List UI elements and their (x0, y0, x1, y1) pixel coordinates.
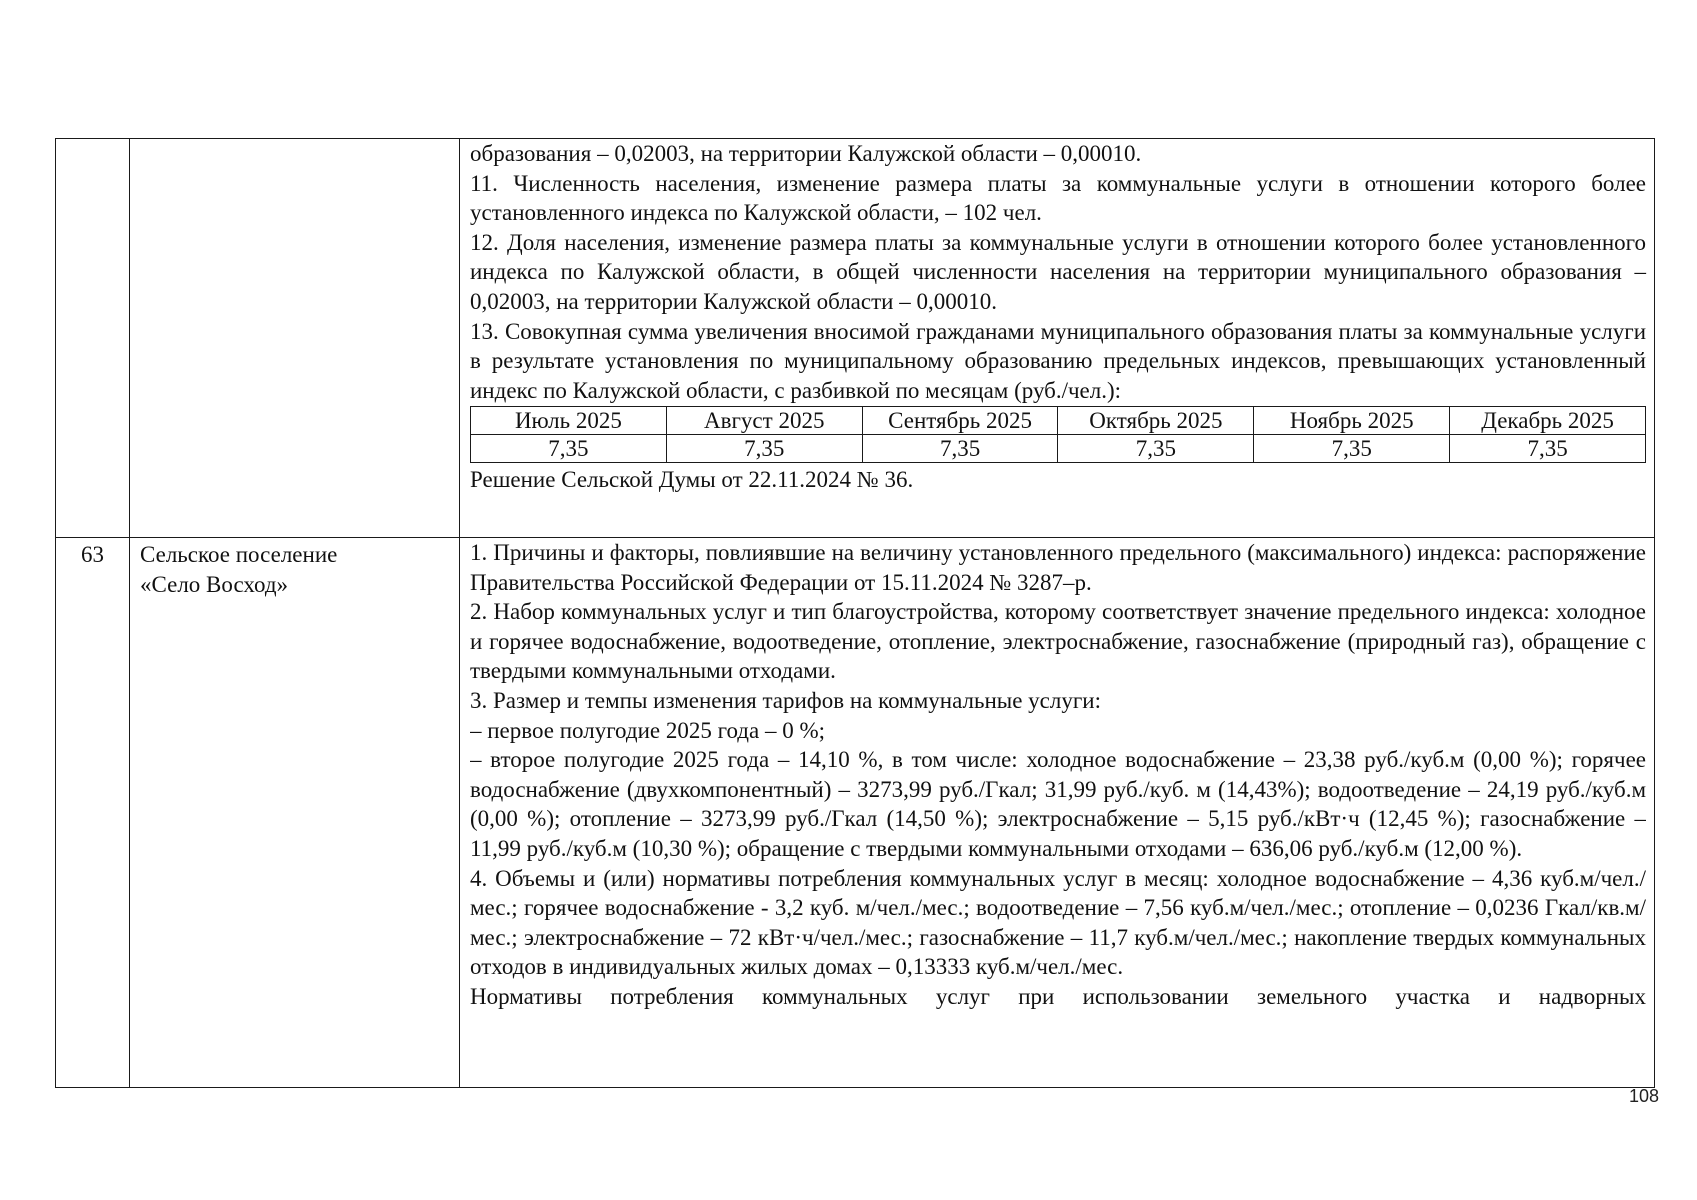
month-value: 7,35 (1450, 435, 1646, 463)
settlement-name-line: Сельское поселение (140, 542, 338, 567)
settlement-name-cell (130, 538, 460, 1088)
decision-text: Решение Сельской Думы от 22.11.2024 № 36. (470, 467, 914, 493)
settlement-name-cell (130, 139, 460, 538)
paragraph: 11. Численность населения, изменение размера платы за коммунальные услуги в отношении которого более установленного индекса по Калужской области, – 102 чел. (470, 170, 1646, 226)
monthly-increase-table (470, 406, 1646, 463)
month-value: 7,35 (1058, 435, 1254, 463)
month-value: 7,35 (1254, 435, 1450, 463)
paragraph: 4. Объемы и (или) нормативы потребления коммунальных услуг в месяц: холодное водоснабжение – 4,36 куб.м/чел./мес.; горячее водоснабжение - 3,2 куб. м/чел./мес.; водоотведение – 7,56 куб.м/чел./мес.; отопление – 0,0236 Гкал/кв.м/мес.; электроснабжение – 72 кВт·ч/чел./мес.; газоснабжение – 11,7 куб.м/чел./мес.; накопление твердых коммунальных отходов в индивидуальных жилых домах – 0,13333 куб.м/чел./мес. (470, 865, 1646, 980)
paragraph: 13. Совокупная сумма увеличения вносимой гражданами муниципального образования платы за коммунальные услуги в результате установления по муниципальному образованию предельных индексов, превышающих установленный индекс по Калужской области, с разбивкой по месяцам (руб./чел.): (470, 318, 1646, 403)
month-header: Октябрь 2025 (1058, 407, 1254, 435)
month-header: Декабрь 2025 (1450, 407, 1646, 435)
months-header-row (471, 407, 1646, 435)
month-header: Ноябрь 2025 (1254, 407, 1450, 435)
paragraph: образования – 0,02003, на территории Калужской области – 0,00010. (470, 141, 1142, 166)
table-row (56, 139, 1655, 538)
month-value: 7,35 (471, 435, 667, 463)
main-table (55, 138, 1655, 1088)
paragraph: 2. Набор коммунальных услуг и тип благоустройства, которому соответствует значение предельного индекса: холодное и горячее водоснабжение, водоотведение, отопление, электроснабжение, газоснабжение (природный газ), обращение с твердыми коммунальными отходами. (470, 599, 1646, 684)
paragraph: – второе полугодие 2025 года – 14,10 %, в том числе: холодное водоснабжение – 23,38 руб./куб.м (0,00 %); горячее водоснабжение (двухкомпонентный) – 3273,99 руб./Гкал; 31,99 руб./куб. м (14,43%); водоотведение – 24,19 руб./куб.м (0,00 %); отопление – 3273,99 руб./Гкал (14,50 %); электроснабжение – 5,15 руб./кВт·ч (12,45 %); газоснабжение – 11,99 руб./куб.м (10,30 %); обращение с твердыми коммунальными отходами – 636,06 руб./куб.м (12,00 %). (470, 747, 1646, 861)
row-number-cell: 63 (56, 538, 130, 1088)
month-header: Сентябрь 2025 (862, 407, 1058, 435)
paragraph: 12. Доля населения, изменение размера платы за коммунальные услуги в отношении которого более установленного индекса по Калужской области, в общей численности населения на территории муниципального образования – 0,02003, на территории Калужской области – 0,00010. (470, 229, 1646, 314)
month-header: Июль 2025 (471, 407, 667, 435)
description-cell (460, 139, 1655, 538)
paragraph: 3. Размер и темпы изменения тарифов на коммунальные услуги: (470, 687, 1101, 713)
page-number: 108 (1628, 1086, 1659, 1106)
paragraph: 1. Причины и факторы, повлиявшие на величину установленного предельного (максимального) индекса: распоряжение Правительства Российской Федерации от 15.11.2024 № 3287–р. (470, 540, 1646, 595)
description-cell (460, 538, 1655, 1088)
months-value-row (471, 435, 1646, 463)
settlement-name-line: «Село Восход» (140, 571, 289, 597)
month-value: 7,35 (862, 435, 1058, 463)
table-row (56, 538, 1655, 1088)
month-value: 7,35 (666, 435, 862, 463)
row-number-cell (56, 139, 130, 538)
month-header: Август 2025 (666, 407, 862, 435)
paragraph: – первое полугодие 2025 года – 0 %; (470, 717, 826, 743)
paragraph: Нормативы потребления коммунальных услуг при использовании земельного участка и надворных (470, 983, 1646, 1009)
